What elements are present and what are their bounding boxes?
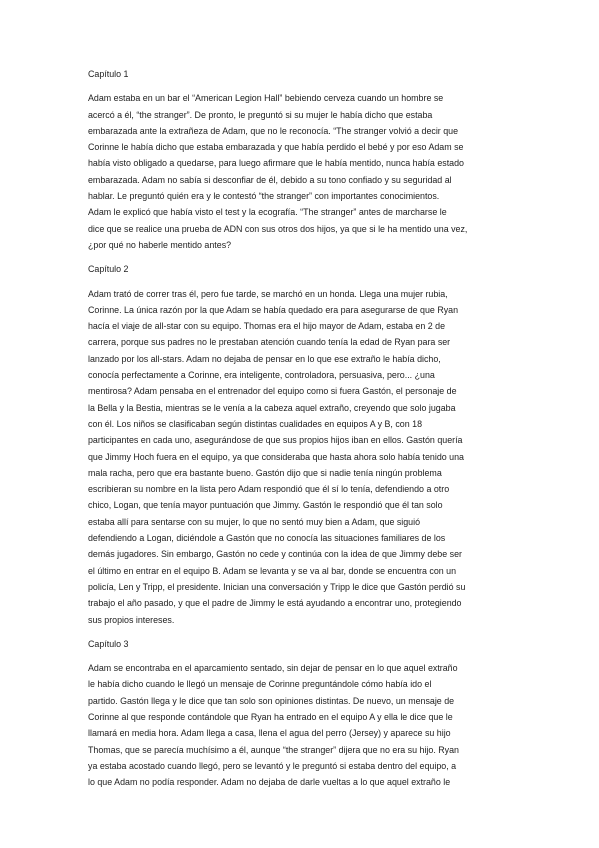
text-line: policía, Len y Tripp, el presidente. Inician una conversación y Tripp le dice que Gastón perdió su [88, 581, 466, 592]
text-line: carrera, porque sus padres no le prestaban atención cuando tenía la edad de Ryan para ser [88, 337, 451, 348]
chapter-body [88, 286, 518, 628]
text-line: Thomas, que se parecía muchísimo a él, aunque “the stranger” dijera que no era su hijo. Ryan [88, 744, 459, 755]
text-line: hablar. Le preguntó quién era y le contestó “the stranger” con importantes conocimientos. [88, 191, 440, 202]
text-line: defendiendo a Logan, diciéndole a Gastón que no conocía las situaciones familiares de los [88, 533, 446, 544]
text-line: llamará en media hora. Adam llega a casa, llena el agua del perro (Jersey) y aparece su hijo [88, 728, 451, 739]
text-line: lo que Adam no podía responder. Adam no dejaba de darle vueltas a lo que aquel extraño le [88, 777, 451, 788]
text-line: estaba allí para sentarse con su mujer, lo que no sentó muy bien a Adam, que siguió [88, 516, 421, 527]
text-line: embarazada. Adam no sabía si desconfiar de él, debido a su tono confiado y su seguridad al [88, 174, 452, 185]
chapter-body [88, 90, 518, 253]
text-line: Adam le explicó que había visto el test y la ecografía. “The stranger” antes de marcharse le [88, 207, 447, 218]
chapter-3 [88, 636, 518, 791]
text-line: ya estaba acostado cuando llegó, pero se levantó y le preguntó si estaba dentro del equipo, a [88, 760, 457, 771]
text-line: sus propios intereses. [88, 614, 175, 625]
chapter-body [88, 660, 518, 790]
text-line: participantes en cada uno, asegurándose de que sus propios hijos iban en ellos. Gastón quería [88, 435, 463, 446]
text-line: hacía el viaje de all-star con su equipo. Thomas era el hijo mayor de Adam, estaba en 2 de [88, 321, 446, 332]
text-line: había visto obligado a quedarse, para luego afirmare que le había mentido, nunca había estado [88, 158, 464, 169]
text-line: mentirosa? Adam pensaba en el entrenador del equipo como si fuera Gastón, el personaje de [88, 386, 457, 397]
text-line: lanzado por los all-stars. Adam no dejaba de pensar en lo que ese extraño le había dicho, [88, 353, 441, 364]
text-line: el último en entrar en el equipo B. Adam se levanta y se va al bar, donde se encuentra con un [88, 565, 457, 576]
document-content [88, 66, 518, 798]
text-line: le había dicho cuando le llegó un mensaje de Corinne preguntándole cómo había ido el [88, 679, 432, 690]
chapter-1 [88, 66, 518, 253]
text-line: Corinne. La única razón por la que Adam se había quedado era para asegurarse de que Ryan [88, 304, 459, 315]
text-line: trabajo el año pasado, y que el padre de Jimmy le está ayudando a encontrar uno, protegiendo [88, 598, 462, 609]
text-line: conocía perfectamente a Corinne, era inteligente, controladora, persuasiva, pero... ¿una [88, 370, 435, 381]
text-line: Corinne le había dicho que estaba embarazada y que había perdido el bebé y por eso Adam se [88, 142, 464, 153]
text-line: ¿por qué no haberle mentido antes? [88, 239, 232, 250]
text-line: escribieran su nombre en la lista pero Adam respondió que él sí lo tenía, defendiendo a otro [88, 484, 450, 495]
text-line: embarazada ante la extrañeza de Adam, que no le reconocía. “The stranger volvió a decir que [88, 125, 459, 136]
text-line: que Jimmy Hoch fuera en el equipo, ya que consideraba que hasta ahora solo había tenido una [88, 451, 464, 462]
chapter-title: Capítulo 1 [88, 69, 129, 79]
text-line: mala racha, pero que era bastante bueno. Gastón dijo que si nadie tenía ningún problema [88, 467, 442, 478]
text-line: Adam trató de correr tras él, pero fue tarde, se marchó en un honda. Llega una mujer rubia, [88, 288, 448, 299]
text-line: Adam se encontraba en el aparcamiento sentado, sin dejar de pensar en lo que aquel extraño [88, 663, 458, 674]
text-line: con él. Los niños se clasificaban según distintas cualidades en equipos A y B, con 18 [88, 418, 423, 429]
text-line: chico, Logan, que tenía mayor puntuación que Jimmy. Gastón le respondió que él tan solo [88, 500, 443, 511]
text-line: Adam estaba en un bar el “American Legion Hall” bebiendo cerveza cuando un hombre se [88, 93, 444, 104]
chapter-title: Capítulo 2 [88, 264, 129, 275]
text-line: dice que se realice una prueba de ADN con sus otros dos hijos, ya que si le ha mentido una vez, [88, 223, 468, 234]
chapter-2 [88, 261, 518, 628]
chapter-title: Capítulo 3 [88, 638, 129, 649]
text-line: Corinne al que responde contándole que Ryan ha entrado en el equipo A y ella le dice que le [88, 711, 453, 722]
text-line: la Bella y la Bestia, mientras se le venía a la cabeza aquel extraño, creyendo que solo jugaba [88, 402, 456, 413]
text-line: acercó a él, “the stranger”. De pronto, le preguntó si su mujer le había dicho que estaba [88, 109, 433, 120]
text-line: partido. Gastón llega y le dice que tan solo son opiniones distintas. De nuevo, un mensaje de [88, 695, 455, 706]
text-line: demás jugadores. Sin embargo, Gastón no cede y continúa con la idea de que Jimmy debe ser [88, 549, 462, 560]
